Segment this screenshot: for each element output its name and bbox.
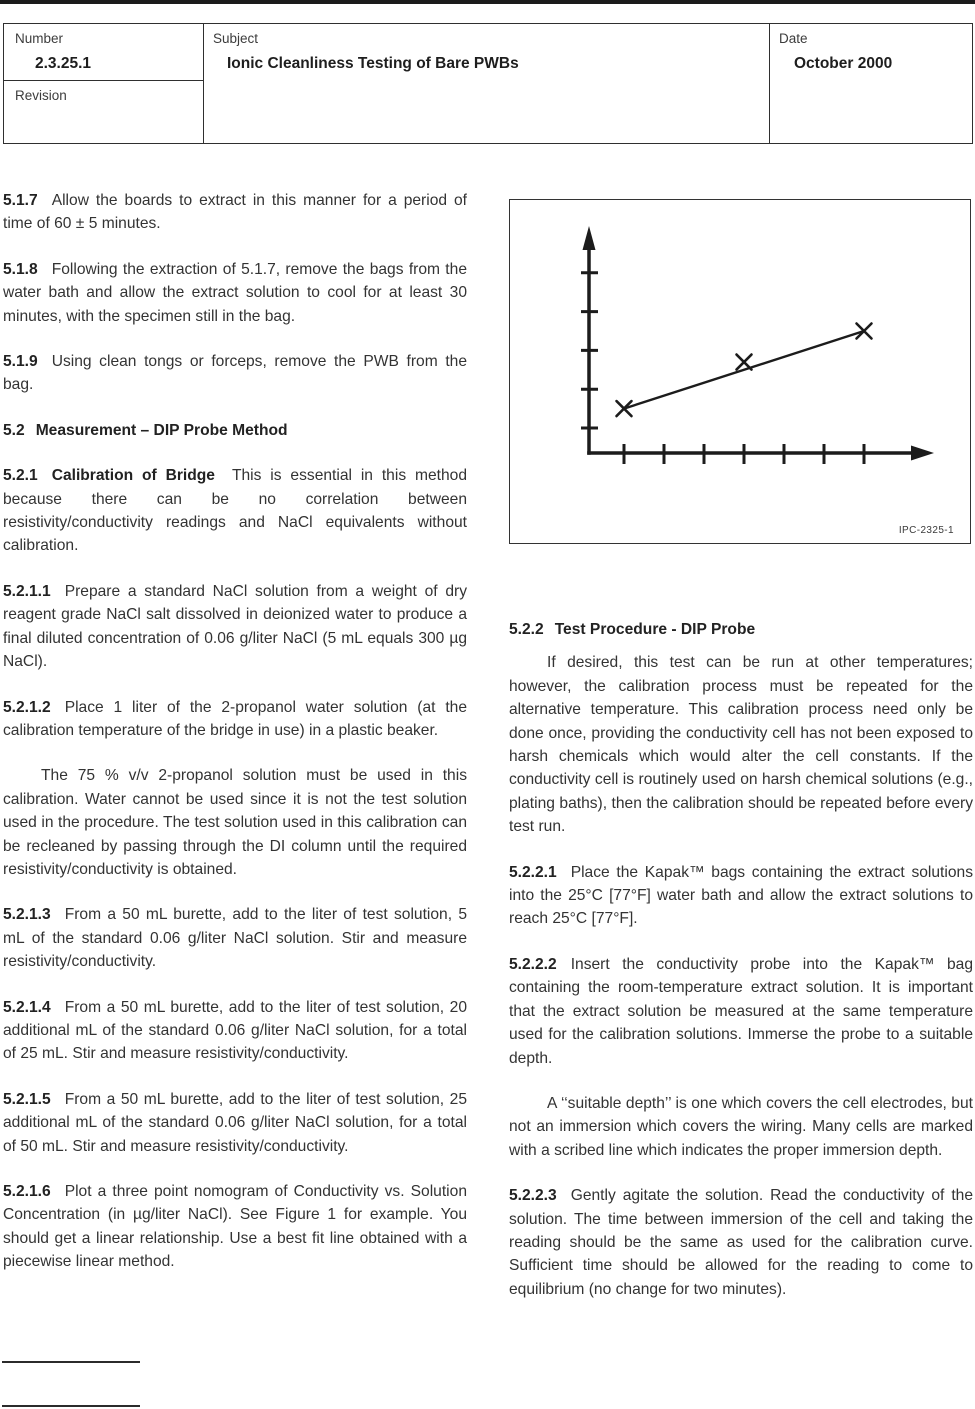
indented-paragraph — [509, 1092, 973, 1162]
paragraph-text: Test Procedure - DIP Probe — [554, 621, 756, 638]
section-number: 5.2.2.2 — [509, 955, 557, 973]
figure-caption: IPC-2325-1 — [898, 525, 954, 536]
section-heading — [3, 419, 467, 442]
nomogram-chart — [510, 200, 969, 542]
paragraph-text: Using clean tongs or forceps, remove the PWB from the bag. — [3, 353, 467, 394]
section-paragraph — [3, 189, 467, 236]
top-rule — [0, 0, 975, 4]
revision-label: Revision — [15, 88, 67, 103]
section-paragraph — [3, 1088, 467, 1158]
section-heading — [509, 618, 973, 641]
paragraph-text: Prepare a standard NaCl solution from a weight of dry reagent grade NaCl salt dissolved in deionized water to produce a final diluted concentration of 0.06 g/liter NaCl (5 mL equals 300 µg NaCl). — [3, 582, 467, 671]
y-axis-arrowhead — [583, 226, 596, 250]
paragraph-text: From a 50 mL burette, add to the liter of test solution, 25 additional mL of the standard 0.06 g/liter NaCl solution, for a total of 50 mL. Stir and measure resistivity/conductivity. — [3, 1090, 467, 1155]
run-in-subheading: Calibration of Bridge — [51, 467, 215, 485]
paragraph-text: Gently agitate the solution. Read the conductivity of the solution. The time between immersion of the cell and taking the reading should be the same as used for the calibration curve. Sufficient time should be allowed for the reading to come to equilibrium (no change for two minutes). — [509, 1187, 973, 1298]
section-number: 5.2.1.2 — [3, 698, 51, 716]
paragraph-text: Following the extraction of 5.1.7, remove the bags from the water bath and allow the extract solution to cool for at least 30 minutes, with the specimen still in the bag. — [3, 260, 467, 325]
paragraph-text: The 75 % v/v 2-propanol solution must be used in this calibration. Water cannot be used since it is not the test solution used in the procedure. The test solution used in this calibration can be recleaned by passing through the DI column until the required resistivity/conductivity is obtained. — [3, 767, 467, 878]
header-number-cell — [4, 24, 203, 81]
data-point-marker — [617, 401, 632, 416]
paragraph-text: This is essential in this method because there can be no correlation between resistivity/conductivity readings and NaCl equivalents without calibration. — [3, 467, 467, 555]
data-point-marker — [857, 324, 872, 339]
paragraph-text: Insert the conductivity probe into the Kapak™ bag containing the room-temperature extract solution. It is important that the extract solution be measured at the same temperature used for the calibration solutions. Immerse the probe to a suitable depth. — [509, 955, 973, 1067]
section-paragraph — [3, 350, 467, 397]
document-date: October 2000 — [794, 55, 893, 72]
section-number: 5.2.1.3 — [3, 906, 51, 924]
paragraph-text: Place the Kapak™ bags containing the extract solutions into the 25°C [77°F] water bath and allow the extract solutions to reach 25°C [77°F]. — [509, 863, 973, 928]
section-paragraph — [3, 903, 467, 973]
paragraph-text: From a 50 mL burette, add to the liter of test solution, 5 mL of the standard 0.06 g/liter NaCl solution. Stir and measure resistivity/conductivity. — [3, 906, 467, 971]
section-paragraph — [509, 1184, 973, 1301]
paragraph-text: Plot a three point nomogram of Conductivity vs. Solution Concentration (in µg/liter NaCl). See Figure 1 for example. You should get a linear relationship. Use a best fit line obtained with a piecewise linear method. — [3, 1183, 467, 1271]
paragraph-text: If desired, this test can be run at other temperatures; however, the calibration process must be repeated for the alternative temperature. This calibration process need only be done once, providing the conductivity cell has not been exposed to harsh chemicals which would alter the cell constants. If the conductivity cell is routinely used on harsh chemical solutions (e.g., plating baths), then the calibration should be repeated before every test run. — [509, 654, 973, 836]
x-axis-arrowhead — [911, 446, 934, 461]
section-number: 5.2.1.5 — [3, 1090, 51, 1108]
footnote-rule — [2, 1361, 140, 1363]
section-paragraph — [509, 953, 973, 1070]
section-number: 5.2.1 — [3, 467, 38, 485]
section-number: 5.2.1.6 — [3, 1183, 51, 1200]
paragraph-text: Measurement – DIP Probe Method — [35, 421, 288, 439]
paragraph-text: From a 50 mL burette, add to the liter of test solution, 20 additional mL of the standard 0.06 g/liter NaCl solution, for a total of 25 mL. Stir and measure resistivity/conductivity. — [3, 998, 467, 1063]
footnote-rule — [2, 1405, 140, 1407]
data-point-marker — [737, 355, 752, 370]
header-table — [3, 23, 973, 144]
indented-paragraph — [509, 651, 973, 838]
section-paragraph — [3, 1180, 467, 1274]
header-subject-cell — [204, 24, 770, 143]
section-number: 5.1.9 — [3, 353, 38, 371]
section-paragraph — [3, 996, 467, 1066]
section-paragraph — [509, 861, 973, 931]
section-number: 5.2.2 — [509, 621, 544, 638]
paragraph-text: Place 1 liter of the 2-propanol water solution (at the calibration temperature of the bridge in use) in a plastic beaker. — [3, 698, 467, 739]
section-number: 5.2 — [3, 421, 25, 439]
header-date-cell — [770, 24, 972, 143]
section-number: 5.2.2.3 — [509, 1187, 557, 1205]
section-paragraph — [3, 696, 467, 743]
section-number: 5.2.1.1 — [3, 582, 51, 600]
section-paragraph — [3, 464, 467, 558]
section-number: 5.1.8 — [3, 260, 38, 278]
section-number: 5.2.2.1 — [509, 863, 557, 881]
date-label: Date — [779, 31, 808, 46]
document-number: 2.3.25.1 — [35, 55, 92, 72]
section-paragraph — [3, 258, 467, 328]
section-number: 5.2.1.4 — [3, 998, 51, 1016]
right-text-column — [509, 199, 973, 1301]
section-paragraph — [3, 580, 467, 674]
section-number: 5.1.7 — [3, 192, 38, 209]
paragraph-text: A ‘‘suitable depth’’ is one which covers the cell electrodes, but not an immersion which covers the wiring. Many cells are marked with a scribed line which indicates the proper immersion depth. — [509, 1094, 973, 1159]
document-subject: Ionic Cleanliness Testing of Bare PWBs — [227, 55, 519, 72]
nomogram-figure — [509, 199, 971, 544]
subject-label: Subject — [213, 31, 259, 46]
left-text-column — [3, 189, 467, 1274]
best-fit-line — [624, 331, 864, 409]
header-revision-cell — [4, 81, 203, 143]
header-number-column — [4, 24, 204, 143]
indented-paragraph — [3, 764, 467, 881]
paragraph-text: Allow the boards to extract in this manner for a period of time of 60 ± 5 minutes. — [3, 192, 467, 233]
number-label: Number — [15, 31, 64, 46]
